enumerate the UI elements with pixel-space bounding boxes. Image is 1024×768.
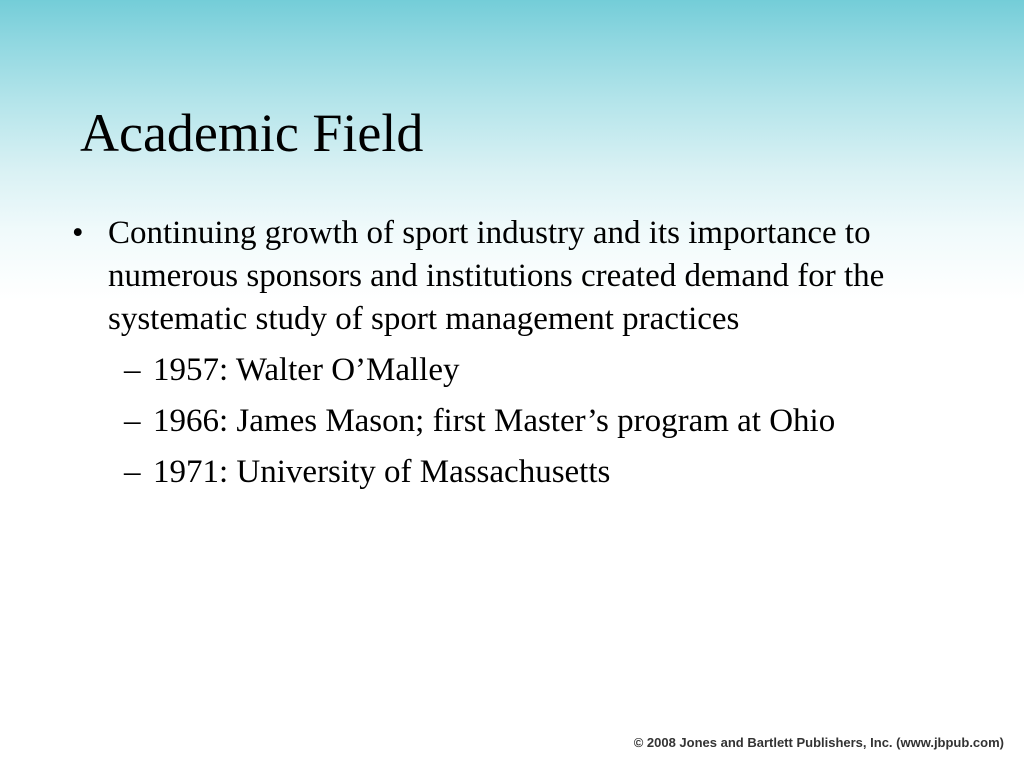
sub-bullet-item	[124, 451, 884, 494]
bullet-marker: •	[72, 215, 84, 251]
sub-bullet-text: 1971: University of Massachusetts	[153, 454, 611, 490]
sub-bullet-list	[72, 349, 952, 494]
slide-title: Academic Field	[80, 103, 424, 163]
bullet-item	[72, 212, 952, 341]
sub-bullet-marker: –	[124, 403, 141, 439]
sub-bullet-text: 1957: Walter O’Malley	[153, 352, 460, 388]
copyright-footer: © 2008 Jones and Bartlett Publishers, Inc. (www.jbpub.com)	[633, 735, 1004, 750]
sub-bullet-marker: –	[124, 352, 141, 388]
slide-content	[72, 212, 952, 502]
sub-bullet-item	[124, 400, 884, 443]
sub-bullet-marker: –	[124, 454, 141, 490]
sub-bullet-text: 1966: James Mason; first Master’s program at Ohio	[153, 403, 836, 439]
bullet-text: Continuing growth of sport industry and its importance to numerous sponsors and institutions created demand for the systematic study of sport management practices	[108, 215, 885, 337]
sub-bullet-item	[124, 349, 884, 392]
